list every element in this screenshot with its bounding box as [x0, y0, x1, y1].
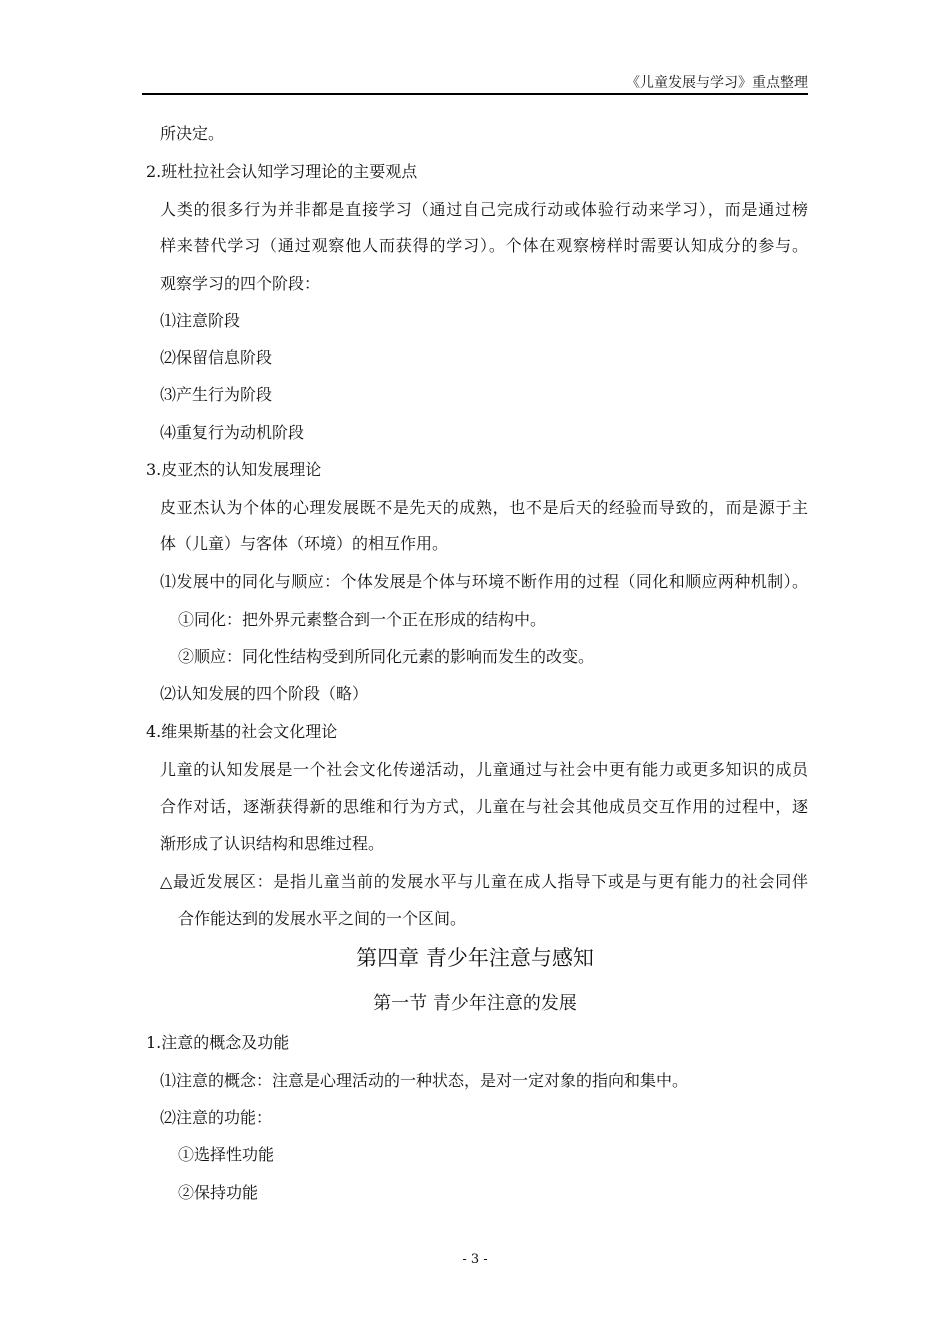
heading-bandura: 2.班杜拉社会认知学习理论的主要观点 — [146, 162, 418, 181]
text-line: 合作能达到的发展水平之间的一个区间。 — [178, 909, 467, 928]
section-title: 第一节 青少年注意的发展 — [373, 993, 577, 1014]
heading-piaget: 3.皮亚杰的认知发展理论 — [146, 460, 322, 479]
text-line: 体（儿童）与客体（环境）的相互作用。 — [160, 534, 449, 553]
list-item: ②保持功能 — [178, 1183, 259, 1202]
text-line: 所决定。 — [160, 124, 225, 143]
list-item: ①同化：把外界元素整合到一个正在形成的结构中。 — [178, 610, 547, 629]
text-line: ⑴发展中的同化与顺应：个体发展是个体与环境不断作用的过程（同化和顺应两种机制）。 — [160, 572, 808, 591]
text-line: 观察学习的四个阶段： — [160, 274, 321, 293]
list-item: ⑵认知发展的四个阶段（略） — [160, 684, 369, 703]
list-item: ⑷重复行为动机阶段 — [160, 423, 305, 442]
list-item: ⑴注意的概念：注意是心理活动的一种状态，是对一定对象的指向和集中。 — [160, 1071, 689, 1090]
page-number: - 3 - — [462, 1252, 488, 1267]
list-item: ⑵保留信息阶段 — [160, 348, 273, 367]
running-header: 《儿童发展与学习》重点整理 — [626, 75, 808, 91]
text-line: 渐形成了认识结构和思维过程。 — [160, 834, 385, 853]
heading-vygotsky: 4.维果斯基的社会文化理论 — [146, 722, 338, 741]
text-line: 皮亚杰认为个体的心理发展既不是先天的成熟，也不是后天的经验而导致的，而是源于主 — [160, 498, 808, 517]
list-item: ①选择性功能 — [178, 1145, 275, 1164]
heading-attention: 1.注意的概念及功能 — [146, 1033, 290, 1052]
list-item: ⑵注意的功能： — [160, 1108, 273, 1127]
list-item: ②顺应：同化性结构受到所同化元素的影响而发生的改变。 — [178, 647, 595, 666]
text-line: △最近发展区：是指儿童当前的发展水平与儿童在成人指导下或是与更有能力的社会同伴 — [160, 872, 808, 891]
chapter-title: 第四章 青少年注意与感知 — [356, 946, 594, 970]
text-line: 合作对话，逐渐获得新的思维和行为方式，儿童在与社会其他成员交互作用的过程中，逐 — [160, 797, 808, 816]
text-line: 人类的很多行为并非都是直接学习（通过自己完成行动或体验行动来学习），而是通过榜 — [160, 200, 808, 219]
text-line: 儿童的认知发展是一个社会文化传递活动，儿童通过与社会中更有能力或更多知识的成员 — [160, 760, 808, 779]
text-line: 样来替代学习（通过观察他人而获得的学习）。个体在观察榜样时需要认知成分的参与。 — [160, 236, 808, 255]
list-item: ⑶产生行为阶段 — [160, 385, 273, 404]
list-item: ⑴注意阶段 — [160, 311, 241, 330]
header-rule — [142, 93, 808, 95]
